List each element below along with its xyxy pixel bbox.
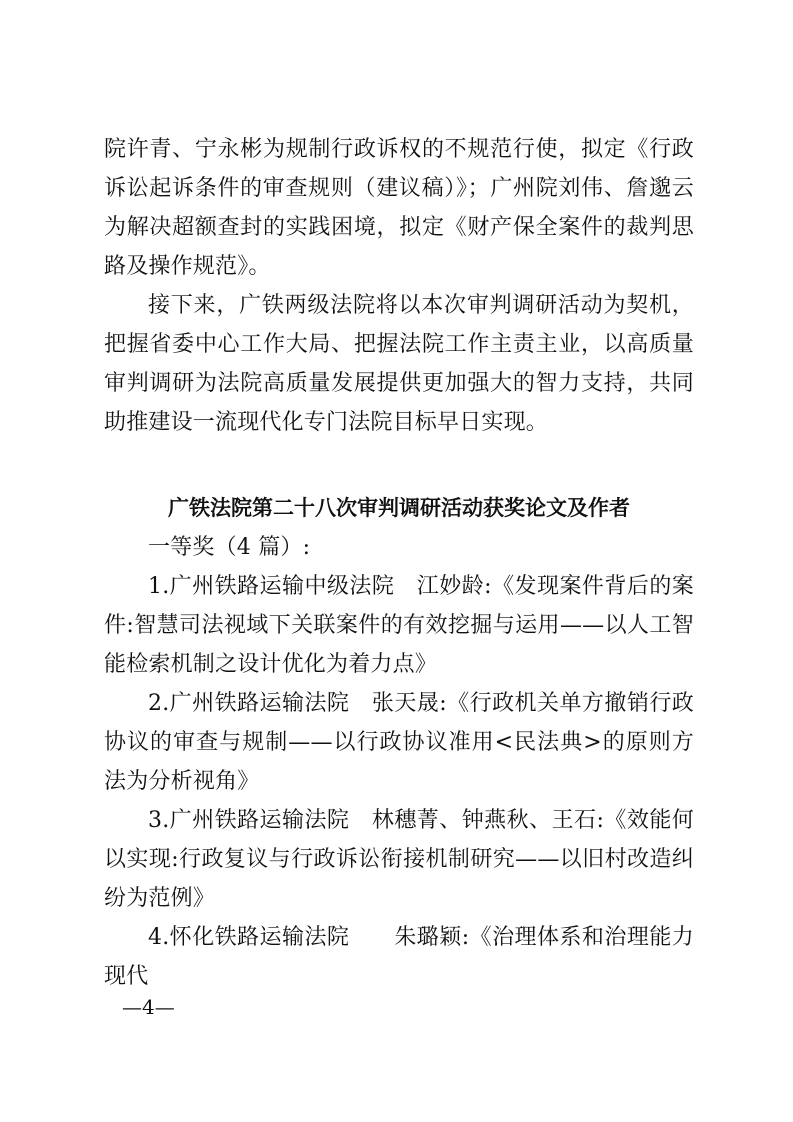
body-paragraph-continued: 院许青、宁永彬为规制行政诉权的不规范行使，拟定《行政诉讼起诉条件的审查规则（建议稿）》；广州院刘伟、詹邈云为解决超额查封的实践困境，拟定《财产保全案件的裁判思路及操作规范》。 <box>104 137 694 279</box>
section-spacer <box>104 442 694 489</box>
page-content <box>104 130 694 996</box>
first-prize-label: 一等奖（4 篇）: <box>148 535 311 560</box>
award-entry-1: 1.广州铁路运输中级法院 江妙龄:《发现案件背后的案件:智慧司法视域下关联案件的有效挖掘与运用——以人工智能检索机制之设计优化为着力点》 <box>104 574 694 677</box>
award-entry-4: 4.怀化铁路运输法院 朱璐颖:《治理体系和治理能力现代 <box>104 925 694 989</box>
award-list-title: 广铁法院第二十八次审判调研活动获奖论文及作者 <box>168 496 630 520</box>
body-paragraph-next-steps: 接下来，广铁两级法院将以本次审判调研活动为契机，把握省委中心工作大局、把握法院工作主责主业，以高质量审判调研为法院高质量发展提供更加强大的智力支持，共同助推建设一流现代化专门法院目标早日实现。 <box>104 293 694 435</box>
award-entry-2: 2.广州铁路运输法院 张天晟:《行政机关单方撤销行政协议的审查与规制——以行政协议准用<民法典>的原则方法为分析视角》 <box>104 691 694 794</box>
award-entry-3: 3.广州铁路运输法院 林穗菁、钟燕秋、王石:《效能何以实现:行政复议与行政诉讼衔接机制研究——以旧村改造纠纷为范例》 <box>104 808 694 911</box>
page-number: —4— <box>122 995 175 1019</box>
